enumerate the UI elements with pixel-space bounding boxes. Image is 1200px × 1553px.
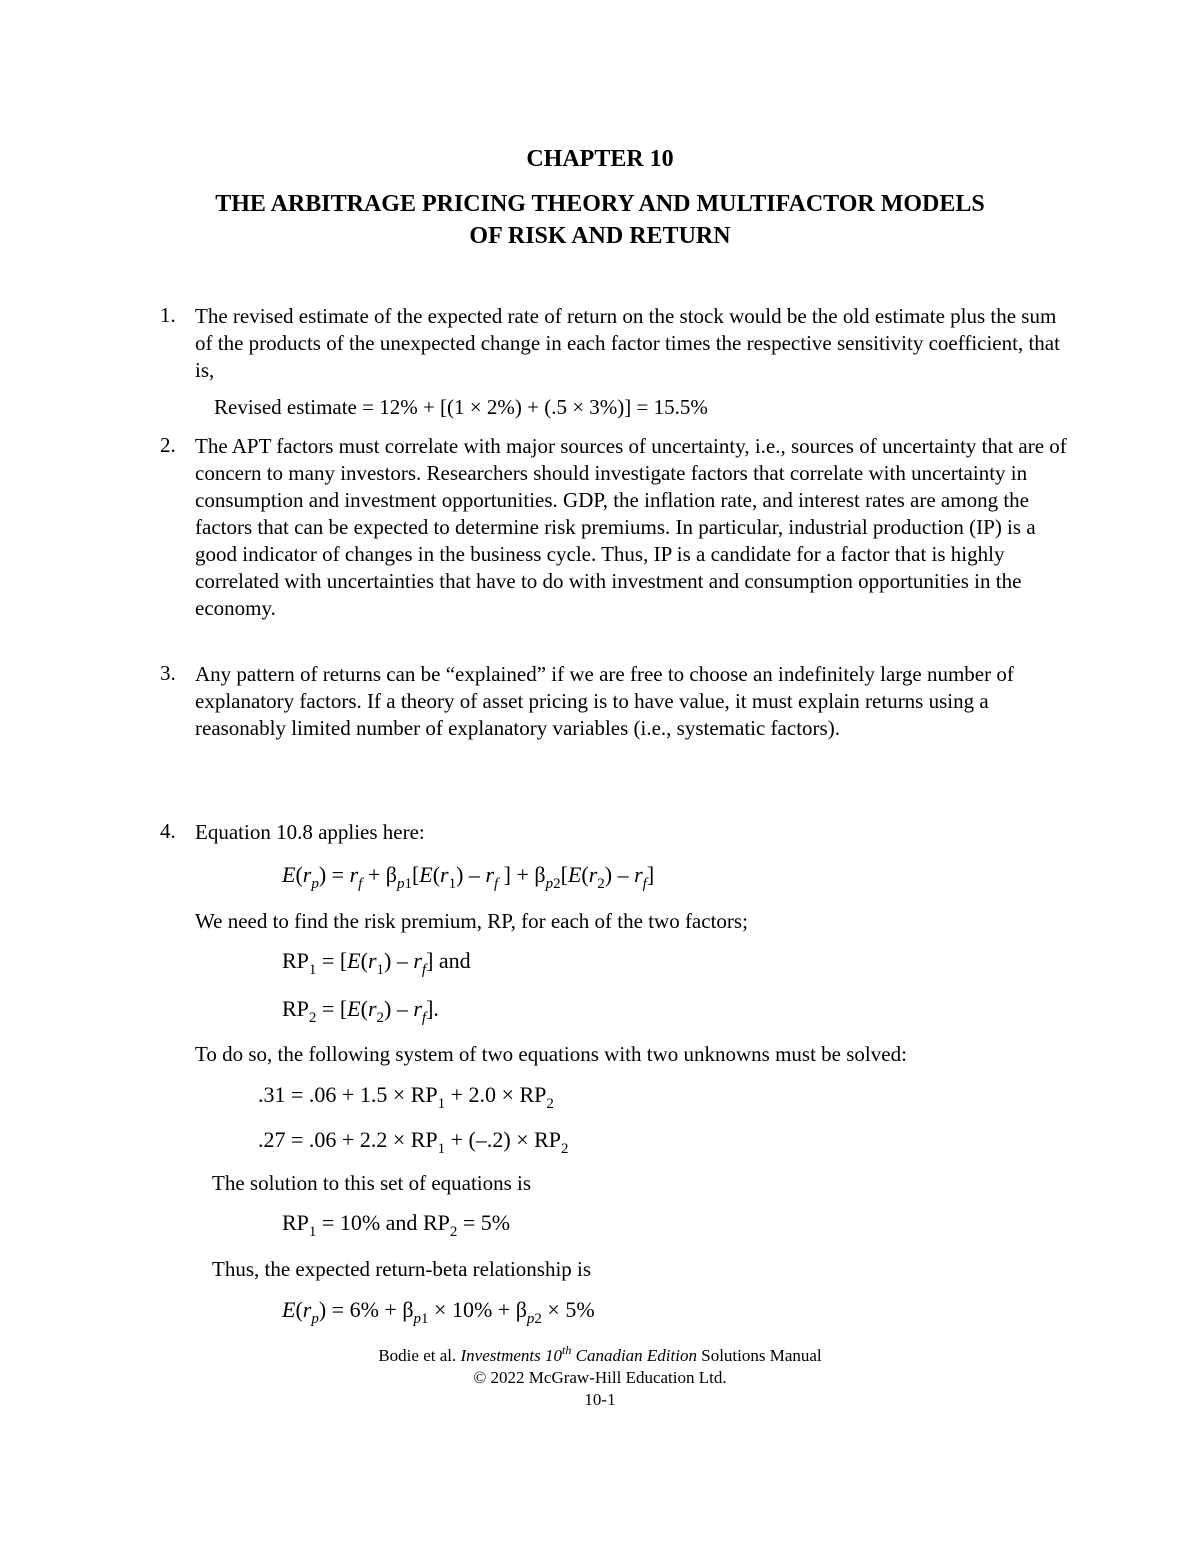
system-equation-2: $.27 = .06 + 2.2 \times RP_1 + (-.2) \times RP_2$ [258, 1127, 569, 1157]
footer-citation [0, 1343, 1200, 1366]
system-eq1-rhs: + 2.0 × RP [445, 1082, 547, 1107]
footer-manual: Solutions Manual [701, 1346, 822, 1365]
solution-equation: $RP_1 = 10\%$ and $RP_2 = 5\%$ [282, 1210, 511, 1240]
solution-joiner: and [385, 1210, 418, 1235]
rp1-definition: $RP_1 = [E(r_1) - r_f]$ and [282, 948, 471, 978]
rp2-value: 5% [480, 1210, 511, 1235]
question-number: 3. [160, 661, 176, 685]
answer-1-text: The revised estimate of the expected rate of return on the stock would be the old estimate plus the sum of the products of the unexpected change in each factor times the respective sensitivity coefficient, that is, [195, 304, 1060, 382]
chapter-title-line2: OF RISK AND RETURN [469, 223, 731, 249]
final-relationship: $E(r_p) = 6\% + \beta_{p1} \times 10\% + \beta_{p2} \times 5\%$ [282, 1297, 595, 1327]
question-number: 1. [160, 303, 176, 327]
answer-1-equation: Revised estimate = 12% + [(1 × 2%) + (.5 × 3%)] = 15.5% [214, 395, 708, 419]
system-equation-1: $.31 = .06 + 1.5 \times RP_1 + 2.0 \times RP_2$ [258, 1082, 554, 1112]
final-rp1-value: 10% [451, 1297, 493, 1322]
footer-edition-sup: th [562, 1343, 572, 1357]
footer-book-title: Investments 10th Canadian Edition [460, 1343, 697, 1365]
question-number: 4. [160, 819, 176, 843]
footer-copyright: © 2022 McGraw-Hill Education Ltd. [473, 1368, 727, 1387]
answer-4-todo-text: To do so, the following system of two equations with two unknowns must be solved: [195, 1042, 907, 1066]
final-rf-value: 6% [349, 1297, 379, 1322]
answer-4-thus-text: Thus, the expected return-beta relationship is [212, 1257, 592, 1281]
page-number: 10-1 [584, 1390, 616, 1409]
system-eq2-lhs: .27 = .06 + 2.2 × RP [258, 1127, 438, 1152]
answer-2-text: The APT factors must correlate with major sources of uncertainty, i.e., sources of uncertainty that are of concern to many investors. Researchers should investigate factors that correlate with uncertainty in consumption and investment opportunities. GDP, the inflation rate, and interest rates are among the factors that can be expected to determine risk premiums. In particular, industrial production (IP) is a good indicator of changes in the business cycle. Thus, IP is a candidate for a factor that is highly correlated with uncertainties that have to do with investment and consumption opportunities in the economy. [195, 434, 1067, 620]
rp1-value: 10% [339, 1210, 381, 1235]
answer-4-need-text: We need to find the risk premium, RP, for each of the two factors; [195, 909, 748, 933]
system-eq2-rhs: + (–.2) × RP [445, 1127, 562, 1152]
question-number: 2. [160, 433, 176, 457]
answer-4-solution-text: The solution to this set of equations is [212, 1171, 532, 1195]
chapter-label: CHAPTER 10 [526, 146, 674, 172]
answer-4-intro: Equation 10.8 applies here: [195, 820, 425, 844]
apt-equation: $E(r_p) = r_f + \beta_{p1}[E(r_1) - r_f$ ] + $\beta_{p2}[E(r_2) - r_f]$ [282, 862, 655, 892]
final-rp2-value: 5% [565, 1297, 595, 1322]
system-eq1-lhs: .31 = .06 + 1.5 × RP [258, 1082, 438, 1107]
footer-author: Bodie et al. [378, 1346, 457, 1365]
rp1-and-word: and [438, 948, 471, 973]
answer-3-text: Any pattern of returns can be “explained” if we are free to choose an indefinitely large number of explanatory factors. If a theory of asset pricing is to have value, it must explain returns using a reasonably limited number of explanatory variables (i.e., systematic factors). [195, 662, 1014, 740]
footer-edition: Canadian Edition [575, 1346, 697, 1365]
chapter-title-line1: THE ARBITRAGE PRICING THEORY AND MULTIFACTOR MODELS [215, 191, 985, 217]
rp2-definition: $RP_2 = [E(r_2) - r_f]$. [282, 996, 439, 1026]
